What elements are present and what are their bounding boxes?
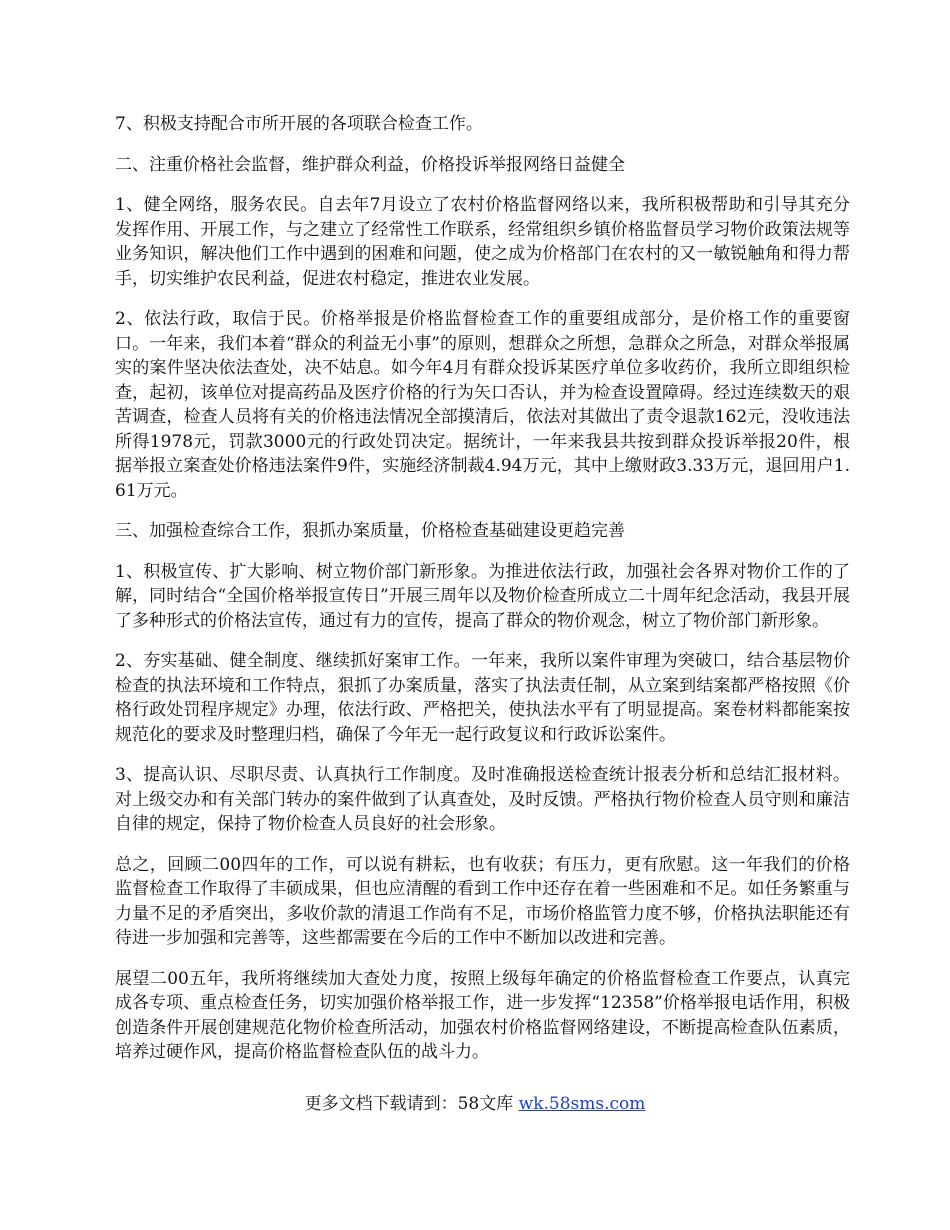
section-heading-2: 二、注重价格社会监督，维护群众利益，价格投诉举报网络日益健全 [115,154,625,175]
paragraph-network: 1、健全网络，服务农民。自去年7月设立了农村价格监督网络以来，我所积极帮助和引导其充分发挥作用、开展工作，与之建立了经常性工作联系，经常组织乡镇价格监督员学习物价政策法规等业务知识，解决他们工作中遇到的困难和问题，使之成为价格部门在农村的又一敏锐触角和得力帮手，切实维护农民利益，促进农村稳定，推进农业发展。 [115,195,850,289]
document-body [115,112,850,1081]
paragraph-publicity: 1、积极宣传、扩大影响、树立物价部门新形象。为推进依法行政，加强社会各界对物价工作的了解，同时结合“全国价格举报宣传日”开展三周年以及物价检查所成立二十周年纪念活动，我县开展了多种形式的价格法宣传，通过有力的宣传，提高了群众的物价观念，树立了物价部门新形象。 [115,561,850,631]
paragraph-case-review: 2、夯实基础、健全制度、继续抓好案审工作。一年来，我所以案件审理为突破口，结合基层物价检查的执法环境和工作特点，狠抓了办案质量，落实了执法责任制，从立案到结案都严格按照《价格行政处罚程序规定》办理，依法行政、严格把关，使执法水平有了明显提高。案卷材料都能案按规范化的要求及时整理归档，确保了今年无一起行政复议和行政诉讼案件。 [115,651,850,745]
paragraph-summary: 总之，回顾二00四年的工作，可以说有耕耘，也有收获；有压力，更有欣慰。这一年我们的价格监督检查工作取得了丰硕成果，但也应清醒的看到工作中还存在着一些困难和不足。如任务繁重与力量不足的矛盾突出，多收价款的清退工作尚有不足，市场价格监管力度不够，价格执法职能还有待进一步加强和完善等，这些都需要在今后的工作中不断加以改进和完善。 [115,854,850,948]
footer-link[interactable]: wk.58sms.com [518,1094,646,1114]
section-heading-3: 三、加强检查综合工作，狠抓办案质量，价格检查基础建设更趋完善 [115,521,625,541]
paragraph-item-7: 7、积极支持配合市所开展的各项联合检查工作。 [115,114,483,134]
paragraph-law-enforcement: 2、依法行政，取信于民。价格举报是价格监督检查工作的重要组成部分，是价格工作的重要窗口。一年来，我们本着“群众的利益无小事”的原则，想群众之所想，急群众之所急，对群众举报属实的案件坚决依法查处，决不姑息。如今年4月有群众投诉某医疗单位多收药价，我所立即组织检查，起初，该单位对提高药品及医疗价格的行为矢口否认，并为检查设置障碍。经过连续数天的艰苦调查，检查人员将有关的价格违法情况全部摸清后，依法对其做出了责令退款162元，没收违法所得1978元，罚款3000元的行政处罚决定。据统计，一年来我县共按到群众投诉举报20件，根据举报立案查处价格违法案件9件，实施经济制裁4.94万元，其中上缴财政3.33万元，退回用户1.61万元。 [115,309,850,501]
footer-text: 更多文档下载请到：58文库 [304,1094,519,1114]
paragraph-outlook: 展望二00五年，我所将继续加大查处力度，按照上级每年确定的价格监督检查工作要点，认真完成各专项、重点检查任务，切实加强价格举报工作，进一步发挥“12358”价格举报电话作用，积极创造条件开展创建规范化物价检查所活动，加强农村价格监督网络建设，不断提高检查队伍素质，培养过硬作风，提高价格监督检查队伍的战斗力。 [115,968,850,1062]
paragraph-work-system: 3、提高认识、尽职尽责、认真执行工作制度。及时准确报送检查统计报表分析和总结汇报材料。对上级交办和有关部门转办的案件做到了认真查处，及时反馈。严格执行物价检查人员守则和廉洁自律的规定，保持了物价检查人员良好的社会形象。 [115,765,850,834]
download-footer [0,1092,950,1116]
